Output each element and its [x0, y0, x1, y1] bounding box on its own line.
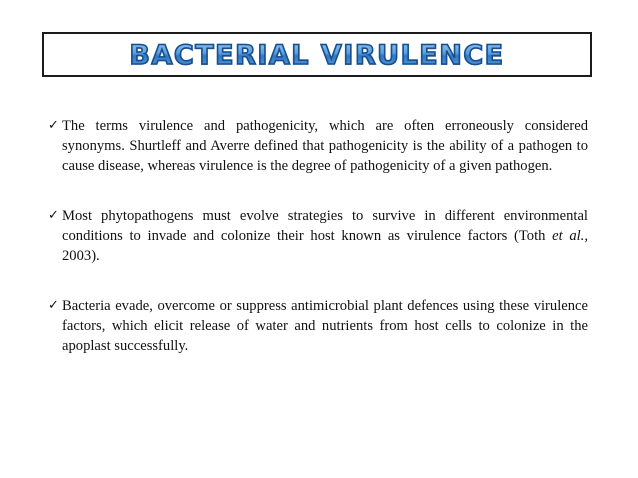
bullet-text: Most phytopathogens must evolve strategies to survive in different environmental conditions to invade and colonize their host known as virulence factors (Toth et al., 2003).	[62, 208, 588, 264]
checkmark-icon: ✓	[48, 298, 59, 313]
title-box	[42, 32, 592, 77]
bullet-item	[48, 116, 588, 176]
bullet-list	[48, 116, 588, 386]
bullet-text: Bacteria evade, overcome or suppress antimicrobial plant defences using these virulence factors, which elicit release of water and nutrients from host cells to colonize in the apoplast successfully.	[62, 298, 588, 354]
bullet-item	[48, 206, 588, 266]
bullet-text: The terms virulence and pathogenicity, which are often erroneously considered synonyms. Shurtleff and Averre defined that pathogenicity is the ability of a pathogen to cause disease, whereas virulence is the degree of pathogenicity of a given pathogen.	[62, 118, 588, 174]
slide-title: BACTERIAL VIRULENCE	[129, 40, 505, 71]
citation-italic: et al.,	[552, 228, 588, 244]
checkmark-icon: ✓	[48, 208, 59, 223]
bullet-item	[48, 296, 588, 356]
checkmark-icon: ✓	[48, 118, 59, 133]
